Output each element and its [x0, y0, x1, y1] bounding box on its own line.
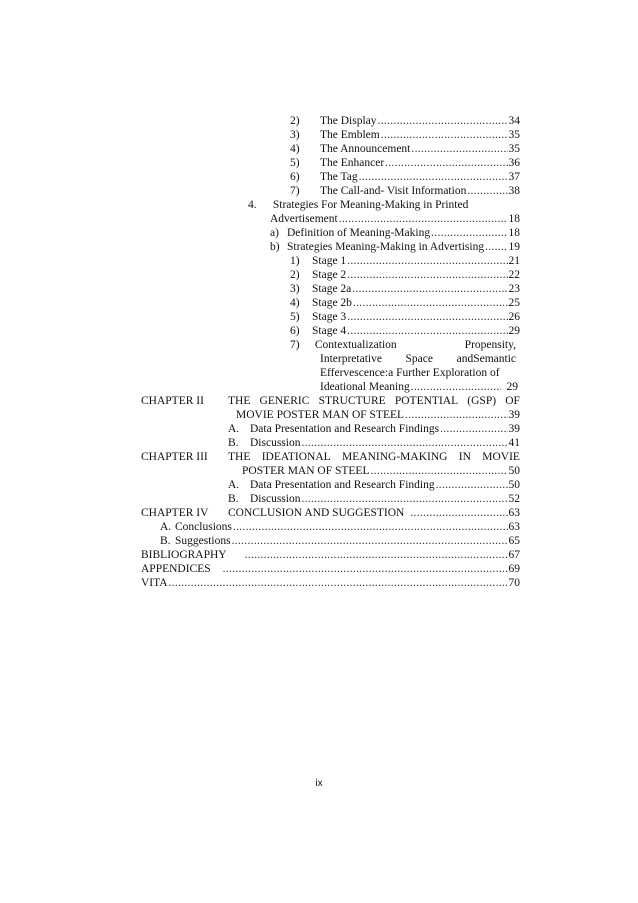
toc-entry-tag — [290, 170, 520, 185]
entry-page: 37 — [508, 171, 520, 183]
toc-entry-vita — [141, 576, 520, 591]
leader-dots — [353, 296, 508, 311]
chapter-4-section-b — [160, 534, 520, 549]
leader-dots — [301, 436, 507, 451]
entry-title: The Enhancer — [320, 157, 385, 169]
entry-page: 41 — [508, 437, 520, 449]
entry-title-part: Contextualization — [314, 339, 397, 351]
leader-dots — [359, 170, 508, 185]
entry-number: 7) — [290, 339, 300, 351]
entry-title: Definition of Meaning-Making — [287, 227, 431, 239]
entry-number: 5) — [290, 157, 300, 169]
title-word: GENERIC — [259, 395, 310, 407]
leader-dots — [347, 324, 507, 339]
leader-dots — [301, 492, 507, 507]
title-word: IN — [458, 451, 471, 463]
entry-title: BIBLIOGRAPHY — [141, 549, 227, 561]
entry-title: The Tag — [320, 171, 358, 183]
leader-dots — [410, 506, 507, 521]
leader-dots — [405, 408, 507, 423]
toc-entry-stage-2 — [290, 268, 520, 283]
chapter-3-section-a — [228, 478, 520, 493]
chapter-3-section-b — [228, 492, 520, 507]
toc-entry-announcement — [290, 142, 520, 157]
entry-page: 21 — [508, 255, 520, 267]
entry-title: Data Presentation and Research Finding — [250, 479, 435, 491]
entry-number: 3) — [290, 129, 300, 141]
entry-number: A. — [228, 479, 240, 491]
toc-entry-definition — [270, 226, 520, 241]
entry-title: Suggestions — [175, 535, 231, 547]
entry-page: 35 — [508, 129, 520, 141]
leader-dots — [339, 212, 508, 227]
title-word: THE — [228, 451, 251, 463]
chapter-4-title — [228, 506, 520, 521]
entry-number: 2) — [290, 269, 300, 281]
entry-page: 65 — [508, 535, 520, 547]
entry-title-part: andSemantic — [456, 353, 516, 365]
entry-title: Discussion — [250, 437, 301, 449]
entry-number: 6) — [290, 325, 300, 337]
entry-title-part: Interpretative — [320, 353, 382, 365]
entry-page: 18 — [508, 227, 520, 239]
leader-dots — [347, 254, 507, 269]
entry-number: 4) — [290, 297, 300, 309]
entry-number: A. — [160, 521, 172, 533]
toc-entry-contextualization-line-1 — [290, 338, 520, 353]
leader-dots — [232, 534, 508, 549]
entry-title: Stage 4 — [312, 325, 347, 337]
entry-title: Strategies For Meaning-Making in Printed — [272, 199, 469, 211]
entry-page: 25 — [508, 297, 520, 309]
toc-entry-contextualization-line-4 — [320, 380, 518, 395]
entry-title: Discussion — [250, 493, 301, 505]
chapter-3-title-line-2 — [242, 464, 520, 479]
title-word: IDEATIONAL — [261, 451, 331, 463]
entry-page: 67 — [508, 549, 520, 561]
title-word: STRUCTURE — [318, 395, 386, 407]
chapter-2-title-line-1 — [228, 394, 520, 409]
leader-dots — [411, 380, 501, 395]
entry-title: Strategies Meaning-Making in Advertising — [287, 241, 485, 253]
entry-title-part: Ideational Meaning — [320, 381, 410, 393]
entry-title: Stage 3 — [312, 311, 347, 323]
entry-page: 39 — [508, 423, 520, 435]
entry-title: Stage 1 — [312, 255, 347, 267]
entry-number: 5) — [290, 311, 300, 323]
title-word: MEANING-MAKING — [342, 451, 448, 463]
chapter-2-label: CHAPTER II — [141, 395, 204, 407]
leader-dots — [347, 310, 507, 325]
toc-entry-contextualization-line-2 — [320, 352, 516, 367]
leader-dots — [245, 548, 508, 563]
entry-page: 52 — [508, 493, 520, 505]
leader-dots — [370, 464, 507, 479]
entry-number: 4) — [290, 143, 300, 155]
toc-entry-contextualization-line-3 — [320, 366, 520, 381]
entry-page: 29 — [506, 381, 518, 393]
page-number: ix — [315, 778, 323, 789]
entry-title: Conclusions — [175, 521, 232, 533]
toc-entry-emblem — [290, 128, 520, 143]
leader-dots — [436, 478, 508, 493]
toc-entry-appendices — [141, 562, 520, 577]
entry-page: 18 — [508, 213, 520, 225]
title-word: (GSP) — [467, 395, 497, 407]
entry-number: A. — [228, 423, 240, 435]
entry-title: The Emblem — [320, 129, 380, 141]
entry-title: Stage 2 — [312, 269, 347, 281]
toc-entry-stage-2a — [290, 282, 520, 297]
leader-dots — [440, 422, 507, 437]
entry-title-part: Space — [405, 353, 433, 365]
entry-page: 19 — [508, 241, 520, 253]
leader-dots — [169, 576, 508, 591]
entry-page: 39 — [508, 409, 520, 421]
chapter-4-label: CHAPTER IV — [141, 507, 209, 519]
entry-page: 29 — [508, 325, 520, 337]
entry-page: 22 — [508, 269, 520, 281]
entry-page: 70 — [508, 577, 520, 589]
entry-number: 2) — [290, 115, 300, 127]
toc-entry-strategies — [270, 212, 520, 227]
leader-dots — [347, 268, 507, 283]
chapter-4-section-a — [160, 520, 520, 535]
entry-page: 35 — [508, 143, 520, 155]
title-word: THE — [228, 395, 251, 407]
entry-page: 38 — [508, 185, 520, 197]
leader-dots — [352, 282, 507, 297]
entry-title: APPENDICES — [141, 563, 211, 575]
entry-number: a) — [270, 227, 279, 239]
entry-title: POSTER MAN OF STEEL — [242, 465, 370, 477]
toc-entry-call-and-visit — [290, 184, 520, 199]
toc-entry-stage-3 — [290, 310, 520, 325]
chapter-2-title-line-2 — [236, 408, 520, 423]
entry-number: 4. — [248, 199, 257, 211]
entry-title: The Announcement — [320, 143, 411, 155]
title-word: MOVIE — [482, 451, 520, 463]
chapter-3-label: CHAPTER III — [141, 451, 208, 463]
title-word: OF — [505, 395, 520, 407]
leader-dots — [223, 562, 508, 577]
entry-number: 6) — [290, 171, 300, 183]
entry-title-continued: Advertisement — [270, 213, 338, 225]
leader-dots — [467, 184, 507, 199]
entry-title: CONCLUSION AND SUGGESTION — [228, 507, 405, 519]
chapter-3-title-line-1 — [228, 450, 520, 465]
toc-entry-bibliography — [141, 548, 520, 563]
entry-number: B. — [160, 535, 171, 547]
chapter-2-section-b — [228, 436, 520, 451]
leader-dots — [411, 142, 507, 157]
leader-dots — [378, 114, 508, 129]
toc-entry-strategies-heading — [248, 198, 520, 213]
entry-page: 63 — [508, 507, 520, 519]
entry-page: 34 — [508, 115, 520, 127]
entry-page: 36 — [508, 157, 520, 169]
entry-title: Stage 2a — [312, 283, 352, 295]
entry-page: 63 — [508, 521, 520, 533]
entry-title: The Display — [320, 115, 377, 127]
leader-dots — [381, 128, 508, 143]
entry-number: b) — [270, 241, 280, 253]
toc-entry-stage-2b — [290, 296, 520, 311]
entry-title: The Call-and- Visit Information — [320, 185, 467, 197]
toc-entry-stage-4 — [290, 324, 520, 339]
entry-page: 50 — [508, 465, 520, 477]
entry-number: 3) — [290, 283, 300, 295]
entry-page: 23 — [508, 283, 520, 295]
entry-title-part: Propensity, — [464, 339, 516, 351]
toc-entry-strategies-advertising — [270, 240, 520, 255]
toc-entry-stage-1 — [290, 254, 520, 269]
toc-entry-enhancer — [290, 156, 520, 171]
entry-page: 26 — [508, 311, 520, 323]
leader-dots — [385, 156, 507, 171]
entry-title: VITA — [141, 577, 168, 589]
entry-number: B. — [228, 437, 239, 449]
entry-page: 69 — [508, 563, 520, 575]
entry-number: 1) — [290, 255, 300, 267]
leader-dots — [431, 226, 507, 241]
entry-title: MOVIE POSTER MAN OF STEEL — [236, 409, 405, 421]
entry-number: B. — [228, 493, 239, 505]
title-word: POTENTIAL — [394, 395, 459, 407]
entry-page: 50 — [508, 479, 520, 491]
leader-dots — [233, 520, 508, 535]
entry-title: Data Presentation and Research Findings — [250, 423, 440, 435]
entry-title-part: Effervescence:a Further Exploration of — [320, 367, 500, 379]
entry-title: Stage 2b — [312, 297, 352, 309]
toc-entry-display — [290, 114, 520, 129]
leader-dots — [485, 240, 507, 255]
entry-number: 7) — [290, 185, 300, 197]
chapter-2-section-a — [228, 422, 520, 437]
